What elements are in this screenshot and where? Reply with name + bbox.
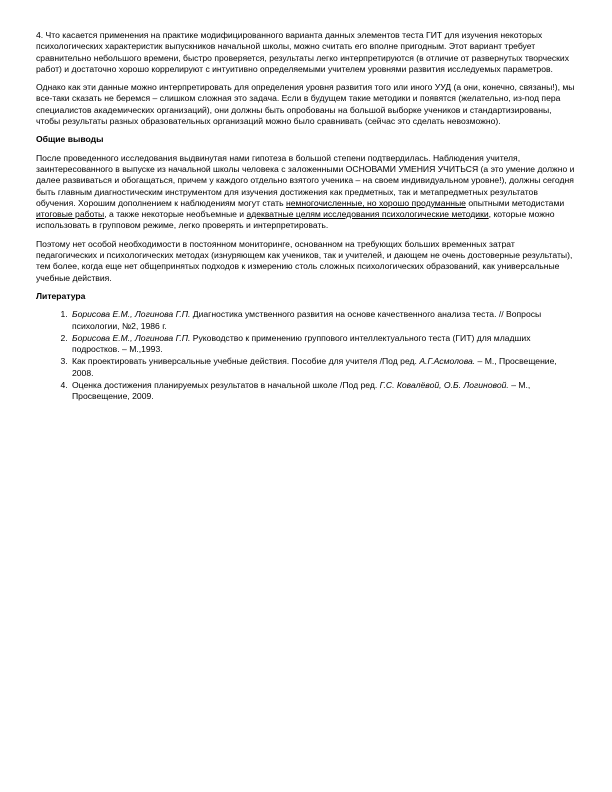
underlined-phrase-final-works: итоговые работы <box>36 209 105 220</box>
heading-general-conclusions: Общие выводы <box>36 134 104 145</box>
paragraph-hypothesis-text-3: , а также некоторые необъемные и <box>104 209 247 220</box>
reference-text: Диагностика умственного развития на основе качественного анализа теста. // Вопросы психологии, №2, 1986 г. <box>72 309 542 331</box>
reference-item <box>70 356 576 379</box>
heading-literature: Литература <box>36 290 86 301</box>
paragraph-hypothesis-text-2: опытными методистами <box>465 197 565 208</box>
reference-authors: Борисова Е.М., Логинова Г.П. <box>72 309 191 320</box>
paragraph-monitoring: Поэтому нет особой необходимости в постоянном мониторинге, основанном на требующих больших временных затрат педагогических и психологических методах (изнуряющем как учеников, так и учителей, и дающем не очень достоверные результаты), тем более, когда еще нет общепринятых подходов к измерению столь сложных психологических образований, как универсальные учебные действия. <box>36 238 573 283</box>
reference-text: Оценка достижения планируемых результатов в начальной школе /Под ред. <box>72 380 380 391</box>
paragraph-hypothesis <box>36 153 576 232</box>
paragraph-point-4: 4. Что касается применения на практике модифицированного варианта данных элементов теста ГИТ для изучения некоторых психологических характеристик выпускников начальной школы, можно считать его вполне пригодным. Этот вариант требует сравнительно небольшого времени, быстро проверяется, результаты легко интерпретируются (в отличие от развернутых творческих работ) и достаточно хорошо коррелируют с интуитивно определяемыми учителем уровнями развития исследуемых параметров. <box>36 30 570 74</box>
reference-item <box>70 309 576 332</box>
references-list <box>36 309 576 402</box>
document-page <box>36 30 576 404</box>
paragraph-hypothesis-text-1: После проведенного исследования выдвинутая нами гипотеза в большой степени подтвердилась. Наблюдения учителя, заинтересованного в выпуске из начальной школы человека с заложенными ОСНОВАМИ УМЕНИЯ УЧИТЬСЯ (а это умение должно и далее развиваться и обогащаться, причем у каждого отдельно взятого ученика – на своем индивидуальном уровне!), должны сегодня быть главным диагностическим инструментом для изучения достижения как предметных, так и метапредметных результатов обучения. Хорошим дополнением к наблюдениям могут стать <box>36 152 575 208</box>
reference-editor: Г.С. Ковалёвой, О.Б. Логиновой. <box>379 380 509 391</box>
underlined-phrase-psychological-methods: адекватные целям исследования психологические методики <box>246 209 489 220</box>
paragraph-hypothesis-text-4: , которые можно использовать в групповом режиме, легко проверять и интерпретировать. <box>36 209 555 231</box>
reference-text: Руководство к применению группового интеллектуального теста (ГИТ) для младших подростков. – М.,1993. <box>72 332 531 355</box>
underlined-phrase-few-but-well-designed: немногочисленные, но хорошо продуманные <box>285 197 466 208</box>
reference-editor: А.Г.Асмолова. <box>419 356 476 367</box>
reference-publisher: – М., Просвещение, 2008. <box>72 356 557 378</box>
reference-item <box>70 333 576 356</box>
reference-text: Как проектировать универсальные учебные действия. Пособие для учителя /Под ред. <box>72 356 420 367</box>
paragraph-uud-interpretation: Однако как эти данные можно интерпретировать для определения уровня развития того или иного УУД (а они, конечно, связаны!), мы все-таки сказать не беремся – слишком сложная это задача. Если в будущем такие методики и появятся (желательно, из-под пера специалистов академических организаций), они должны быть опробованы на большой выборке учеников и стандартизированы, чтобы результаты разных образовательных организаций можно было сравнивать (сейчас это сделать невозможно). <box>36 82 575 127</box>
reference-authors: Борисова Е.М., Логинова Г.П. <box>72 332 191 343</box>
reference-publisher: – М., Просвещение, 2009. <box>72 380 531 402</box>
reference-item <box>70 380 576 403</box>
